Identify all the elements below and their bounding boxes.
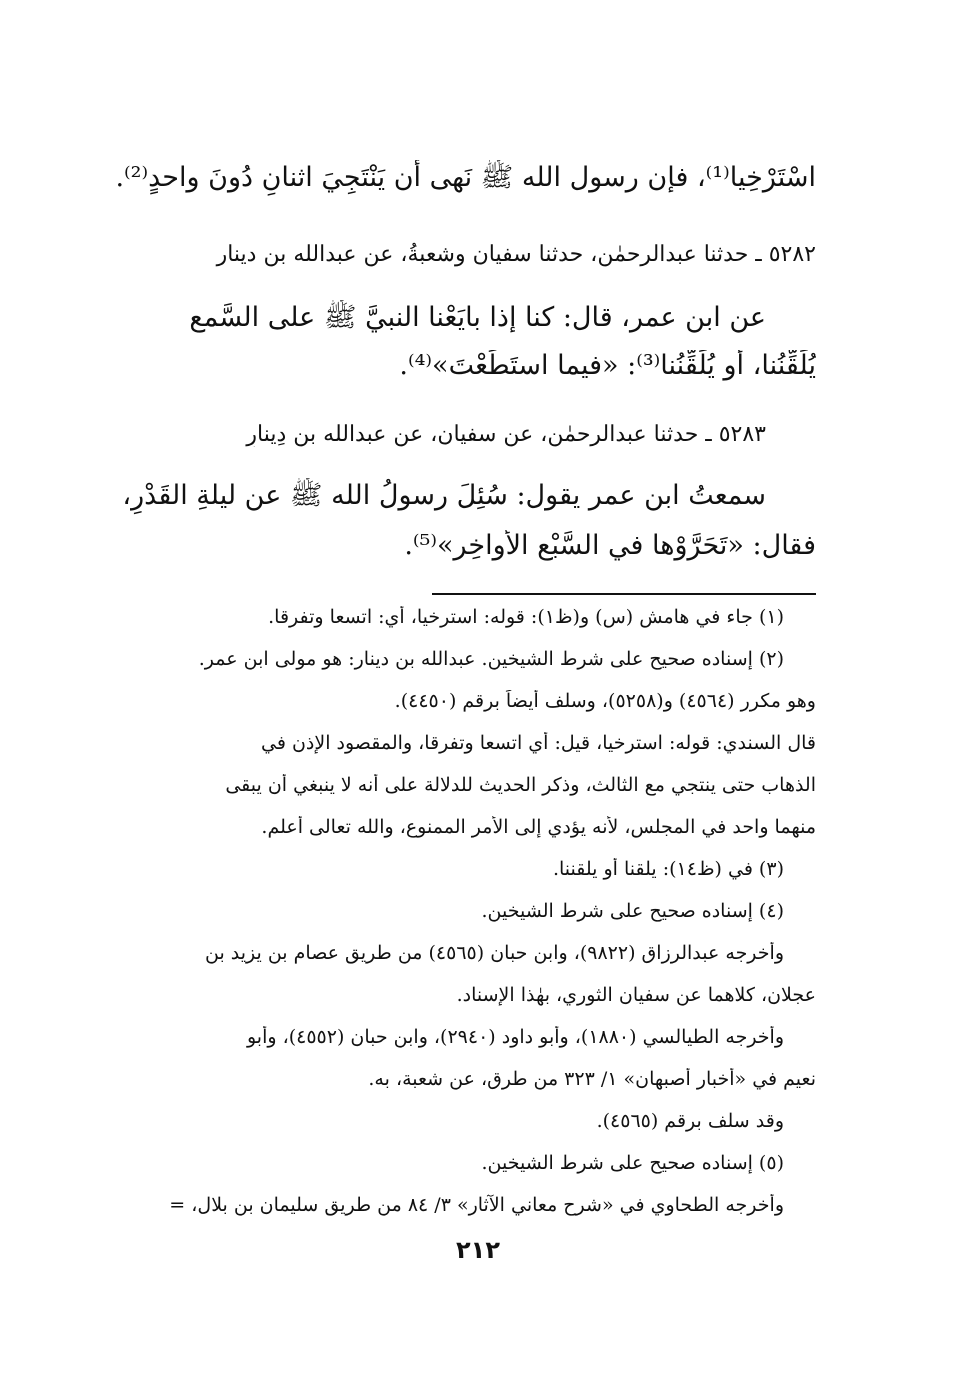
footnote-2-cont: وهو مكرر (٤٥٦٤) و(٥٢٥٨)، وسلف أيضاً برقم (٤٤٥٠). [394,690,816,712]
hadith-5283-text-2: فقال: «تَحَرَّوْها في السَّبْعِ الأَواخِرِ»⁽⁵⁾. [404,530,816,561]
hadith-5283-isnad: ٥٢٨٣ ـ حدثنا عبدالرحمٰن، عن سفيان، عن عبدالله بن دِينارٍ [246,422,766,447]
footnote-4-takhrij-4: نعيم في «أخبار أصبهان» ١/ ٣٢٣ من طرق، عن شعبة، به. [368,1068,816,1090]
footnote-2-sindi-1: قال السندي: قوله: استرخيا، قيل: أي اتسعا وتفرقا، والمقصود الإذن في [261,732,816,754]
footnote-4-takhrij-5: وقد سلف برقم (٤٥٦٥). [596,1110,784,1132]
hadith-5282-text-1: عن ابن عمر، قال: كنا إذا بايَعْنا النبيَّ ﷺ على السَّمع [189,302,766,333]
footnote-4-takhrij-3: وأخرجه الطيالسي (١٨٨٠)، وأبو داود (٢٩٤٠)، وابن حبان (٤٥٥٢)، وأبو [246,1026,784,1048]
footnote-5: (٥) إسناده صحيح على شرط الشيخين. [481,1152,784,1174]
hadith-5282-text-2: يُلَقِّنُنا، أو يُلَقِّنُنا⁽³⁾: «فيما استَطَعْتَ»⁽⁴⁾. [399,350,816,381]
footnote-2: (٢) إسناده صحيح على شرط الشيخين. عبدالله بن دينار: هو مولى ابن عمر. [198,648,784,670]
page-number: ٢١٢ [456,1236,500,1264]
footnote-4-takhrij-2: عجلان، كلاهما عن سفيان الثوري، بهٰذا الإسناد. [456,984,816,1006]
hadith-5282-isnad: ٥٢٨٢ ـ حدثنا عبدالرحمٰن، حدثنا سفيان وشعبةُ، عن عبدالله بن دينار [216,242,816,267]
main-text-line-1: اسْتَرْخِيا⁽¹⁾، فإن رسول الله ﷺ نَهى أن يَنْتَجِيَ اثنانِ دُونَ واحدٍ⁽²⁾. [115,162,816,193]
footnote-4-takhrij-1: وأخرجه عبدالرزاق (٩٨٢٢)، وابن حبان (٤٥٦٥) من طريق عصام بن يزيد بن [204,942,784,964]
footnote-1: (١) جاء في هامش (س) و(ظ١): قوله: استرخيا، أي: اتسعا وتفرقا. [268,606,784,628]
footnote-3: (٣) في (ظ١٤): يلقنا أو يلقننا. [552,858,784,880]
footnote-2-sindi-3: منهما واحد في المجلس، لأنه يؤدي إلى الأمر الممنوع، والله تعالى أعلم. [261,816,816,838]
footnote-4: (٤) إسناده صحيح على شرط الشيخين. [481,900,784,922]
footnote-5-takhrij: وأخرجه الطحاوي في «شرح معاني الآثار» ٣/ ٨٤ من طريق سليمان بن بلال، = [169,1194,784,1216]
footnote-separator [432,593,816,595]
hadith-5283-text-1: سمعتُ ابن عمر يقول: سُئِلَ رسولُ الله ﷺ عن ليلةِ القَدْرِ، [122,480,766,511]
footnote-2-sindi-2: الذهاب حتى ينتجي مع الثالث، وذكر الحديث للدلالة على أنه لا ينبغي أن يبقى [225,774,816,796]
